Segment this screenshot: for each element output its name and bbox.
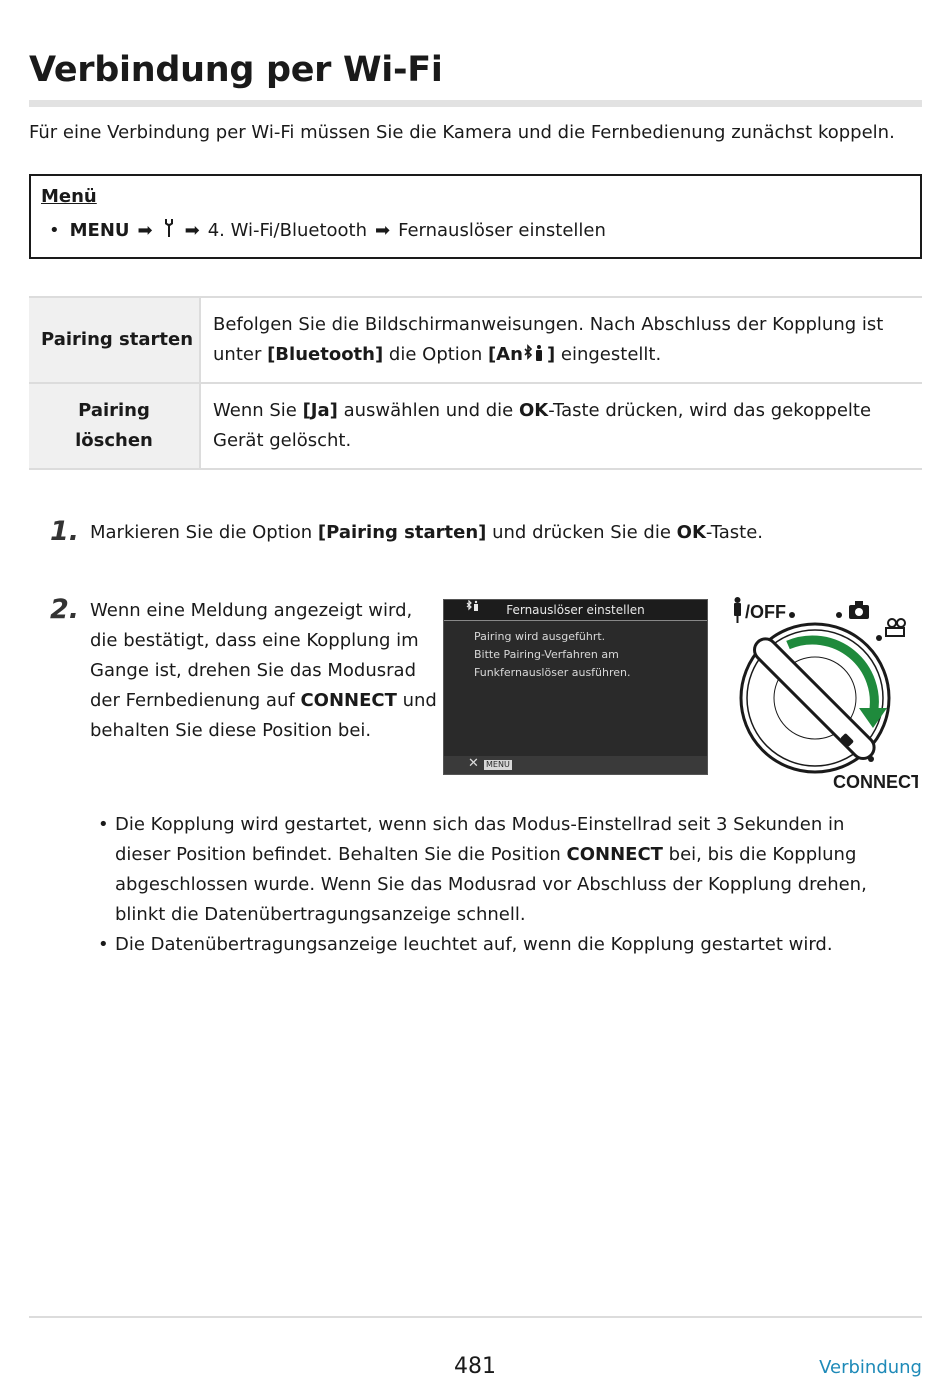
wrench-icon xyxy=(163,218,175,243)
bluetooth-remote-icon xyxy=(523,344,547,365)
menu-path xyxy=(49,218,606,243)
option-label: Pairing starten xyxy=(29,297,200,383)
menu-button-label: MENU xyxy=(486,760,510,769)
page-number: 481 xyxy=(454,1354,496,1379)
step-text: Markieren Sie die Option [Pairing starten] und drücken Sie die OK-Taste. xyxy=(90,522,764,543)
section-link[interactable]: Verbindung xyxy=(819,1357,922,1378)
options-table xyxy=(29,296,922,470)
notes-list xyxy=(98,810,898,960)
list-item: • Die Datenübertragungsanzeige leuchtet auf, wenn die Kopplung gestartet wird. xyxy=(98,930,898,960)
menu-heading: Menü xyxy=(41,186,97,207)
camera-screen xyxy=(443,599,708,775)
screen-footer xyxy=(444,756,707,774)
remote-icon xyxy=(734,597,741,623)
movie-icon xyxy=(886,619,905,636)
screen-header xyxy=(444,600,707,621)
title-underline xyxy=(29,100,922,107)
connect-label: CONNECT xyxy=(833,772,918,792)
menu-key: MENU xyxy=(69,220,130,241)
screen-message: Pairing wird ausgeführt. Bitte Pairing-Verfahren am Funkfernauslöser ausführen. xyxy=(474,630,631,679)
menu-step-remote: Fernauslöser einstellen xyxy=(398,220,606,241)
intro-text: Für eine Verbindung per Wi-Fi müssen Sie die Kamera und die Fernbedienung zunächst koppeln. xyxy=(29,122,895,143)
table-row xyxy=(29,297,922,383)
list-item: • Die Kopplung wird gestartet, wenn sich das Modus-Einstellrad seit 3 Sekunden in dieser Position befindet. Behalten Sie die Position CONNECT bei, bis die Kopplung abgeschlossen wurde. Wenn Sie das Modusrad vor Abschluss der Kopplung drehen, blinkt die Datenübertragungsanzeige schnell. xyxy=(98,810,898,930)
page-title: Verbindung per Wi-Fi xyxy=(29,50,443,90)
camera-icon xyxy=(849,601,869,619)
step-number: 1. xyxy=(50,516,80,547)
option-description: Befolgen Sie die Bildschirmanweisungen. Nach Abschluss der Kopplung ist unter [Bluetooth] die Option [An ] eingestellt. xyxy=(200,297,922,383)
screen-title: Fernauslöser einstellen xyxy=(506,603,645,617)
mode-dial-illustration xyxy=(728,595,918,795)
option-description: Wenn Sie [Ja] auswählen und die OK-Taste drücken, wird das gekoppelte Gerät gelöscht. xyxy=(200,383,922,469)
bullet: • xyxy=(49,220,60,241)
arrow-icon: ➡ xyxy=(375,220,391,241)
menu-path-box xyxy=(29,174,922,259)
step-text: Wenn eine Meldung angezeigt wird, die bestätigt, dass eine Kopplung im Gange ist, drehen Sie das Modusrad der Fernbedienung auf CONNECT und behalten Sie diese Position bei. xyxy=(90,600,437,741)
arrow-icon: ➡ xyxy=(137,220,153,241)
close-icon: ✕ xyxy=(468,756,479,771)
menu-step-wifi-bluetooth: 4. Wi-Fi/Bluetooth xyxy=(207,220,367,241)
footer-divider xyxy=(29,1316,922,1318)
arrow-icon: ➡ xyxy=(184,220,200,241)
step-number: 2. xyxy=(50,594,80,625)
table-row xyxy=(29,383,922,469)
off-label: /OFF xyxy=(745,602,786,622)
option-label: Pairing löschen xyxy=(29,383,200,469)
